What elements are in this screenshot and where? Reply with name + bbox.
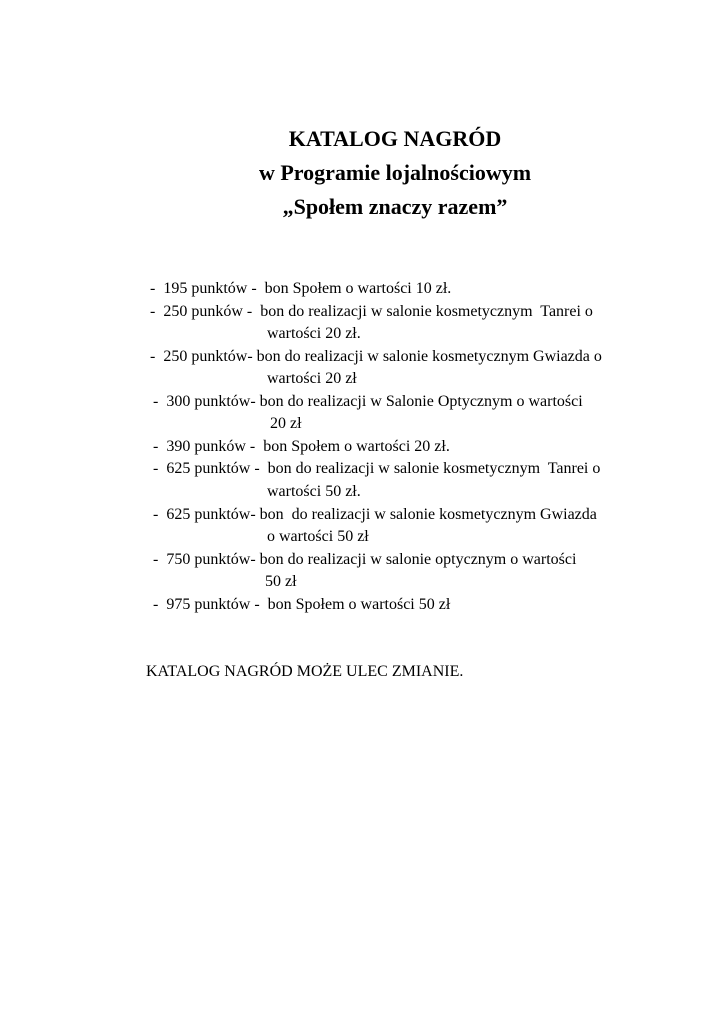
- reward-item-8-continuation: 50 zł: [265, 573, 297, 590]
- reward-item-5: - 390 punków - bon Społem o wartości 20 zł.: [153, 438, 450, 455]
- reward-item-4-continuation: 20 zł: [270, 415, 302, 432]
- reward-item-1: - 195 punktów - bon Społem o wartości 10 zł.: [150, 280, 452, 297]
- reward-item-9: - 975 punktów - bon Społem o wartości 50 zł: [153, 596, 451, 613]
- reward-item-8: - 750 punktów- bon do realizacji w salonie optycznym o wartości: [153, 551, 577, 568]
- reward-item-7-continuation: o wartości 50 zł: [267, 528, 369, 545]
- catalog-title: [0, 122, 725, 224]
- reward-item-6: - 625 punktów - bon do realizacji w salonie kosmetycznym Tanrei o: [153, 460, 601, 477]
- title-line-2: w Programie lojalnościowym: [258, 160, 532, 185]
- title-line-3: „Społem znaczy razem”: [282, 194, 508, 219]
- reward-item-3-continuation: wartości 20 zł: [267, 370, 357, 387]
- reward-item-7: - 625 punktów- bon do realizacji w salonie kosmetycznym Gwiazda: [153, 506, 597, 523]
- catalog-change-notice: KATALOG NAGRÓD MOŻE ULEC ZMIANIE.: [146, 663, 464, 680]
- reward-item-4: - 300 punktów- bon do realizacji w Salonie Optycznym o wartości: [153, 393, 583, 410]
- reward-item-2-continuation: wartości 20 zł.: [267, 325, 361, 342]
- reward-item-3: - 250 punktów- bon do realizacji w salonie kosmetycznym Gwiazda o: [150, 348, 602, 365]
- title-line-1: KATALOG NAGRÓD: [288, 126, 502, 151]
- reward-item-2: - 250 punków - bon do realizacji w salonie kosmetycznym Tanrei o: [150, 303, 593, 320]
- reward-item-6-continuation: wartości 50 zł.: [267, 483, 361, 500]
